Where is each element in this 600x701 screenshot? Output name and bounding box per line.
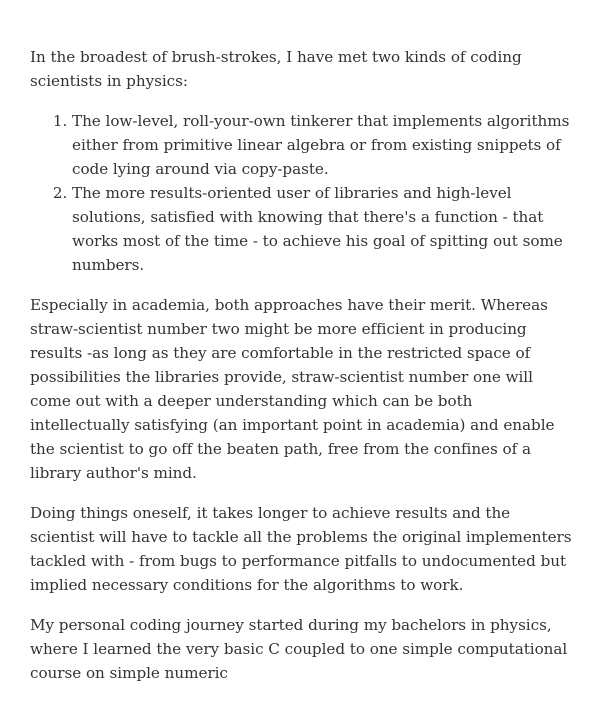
doing-oneself-paragraph: Doing things oneself, it takes longer to achieve results and the scientist will have to tackle all the problems the original implementers tackled with - from bugs to performance pitfalls to undocumented but implied necessary conditions for the algorithms to work. — [30, 504, 572, 594]
list-item: 2. The more results-oriented user of libraries and high-level solutions, satisfied with knowing that there's a function - that works most of the time - to achieve his goal of spitting out some numbers. — [72, 181, 572, 277]
merit-paragraph: Especially in academia, both approaches have their merit. Whereas straw-scientist number two might be more efficient in producing results -as long as they are comfortable in the restricted space of possibilities the libraries provide, straw-scientist number one will come out with a deeper understanding which can be both intellectually satisfying (an important point in academia) and enable the scientist to go off the beaten path, free from the confines of a library author's mind. — [30, 296, 555, 482]
scientist-types-list — [30, 109, 572, 277]
intro-paragraph: In the broadest of brush-strokes, I have met two kinds of coding scientists in physics: — [30, 48, 522, 90]
list-item: 1. The low-level, roll-your-own tinkerer that implements algorithms either from primitive linear algebra or from existing snippets of code lying around via copy-paste. — [72, 109, 572, 181]
coding-journey-paragraph: My personal coding journey started during my bachelors in physics, where I learned the very basic C coupled to one simple computational course on simple numeric — [30, 616, 568, 682]
article-body — [30, 45, 572, 701]
